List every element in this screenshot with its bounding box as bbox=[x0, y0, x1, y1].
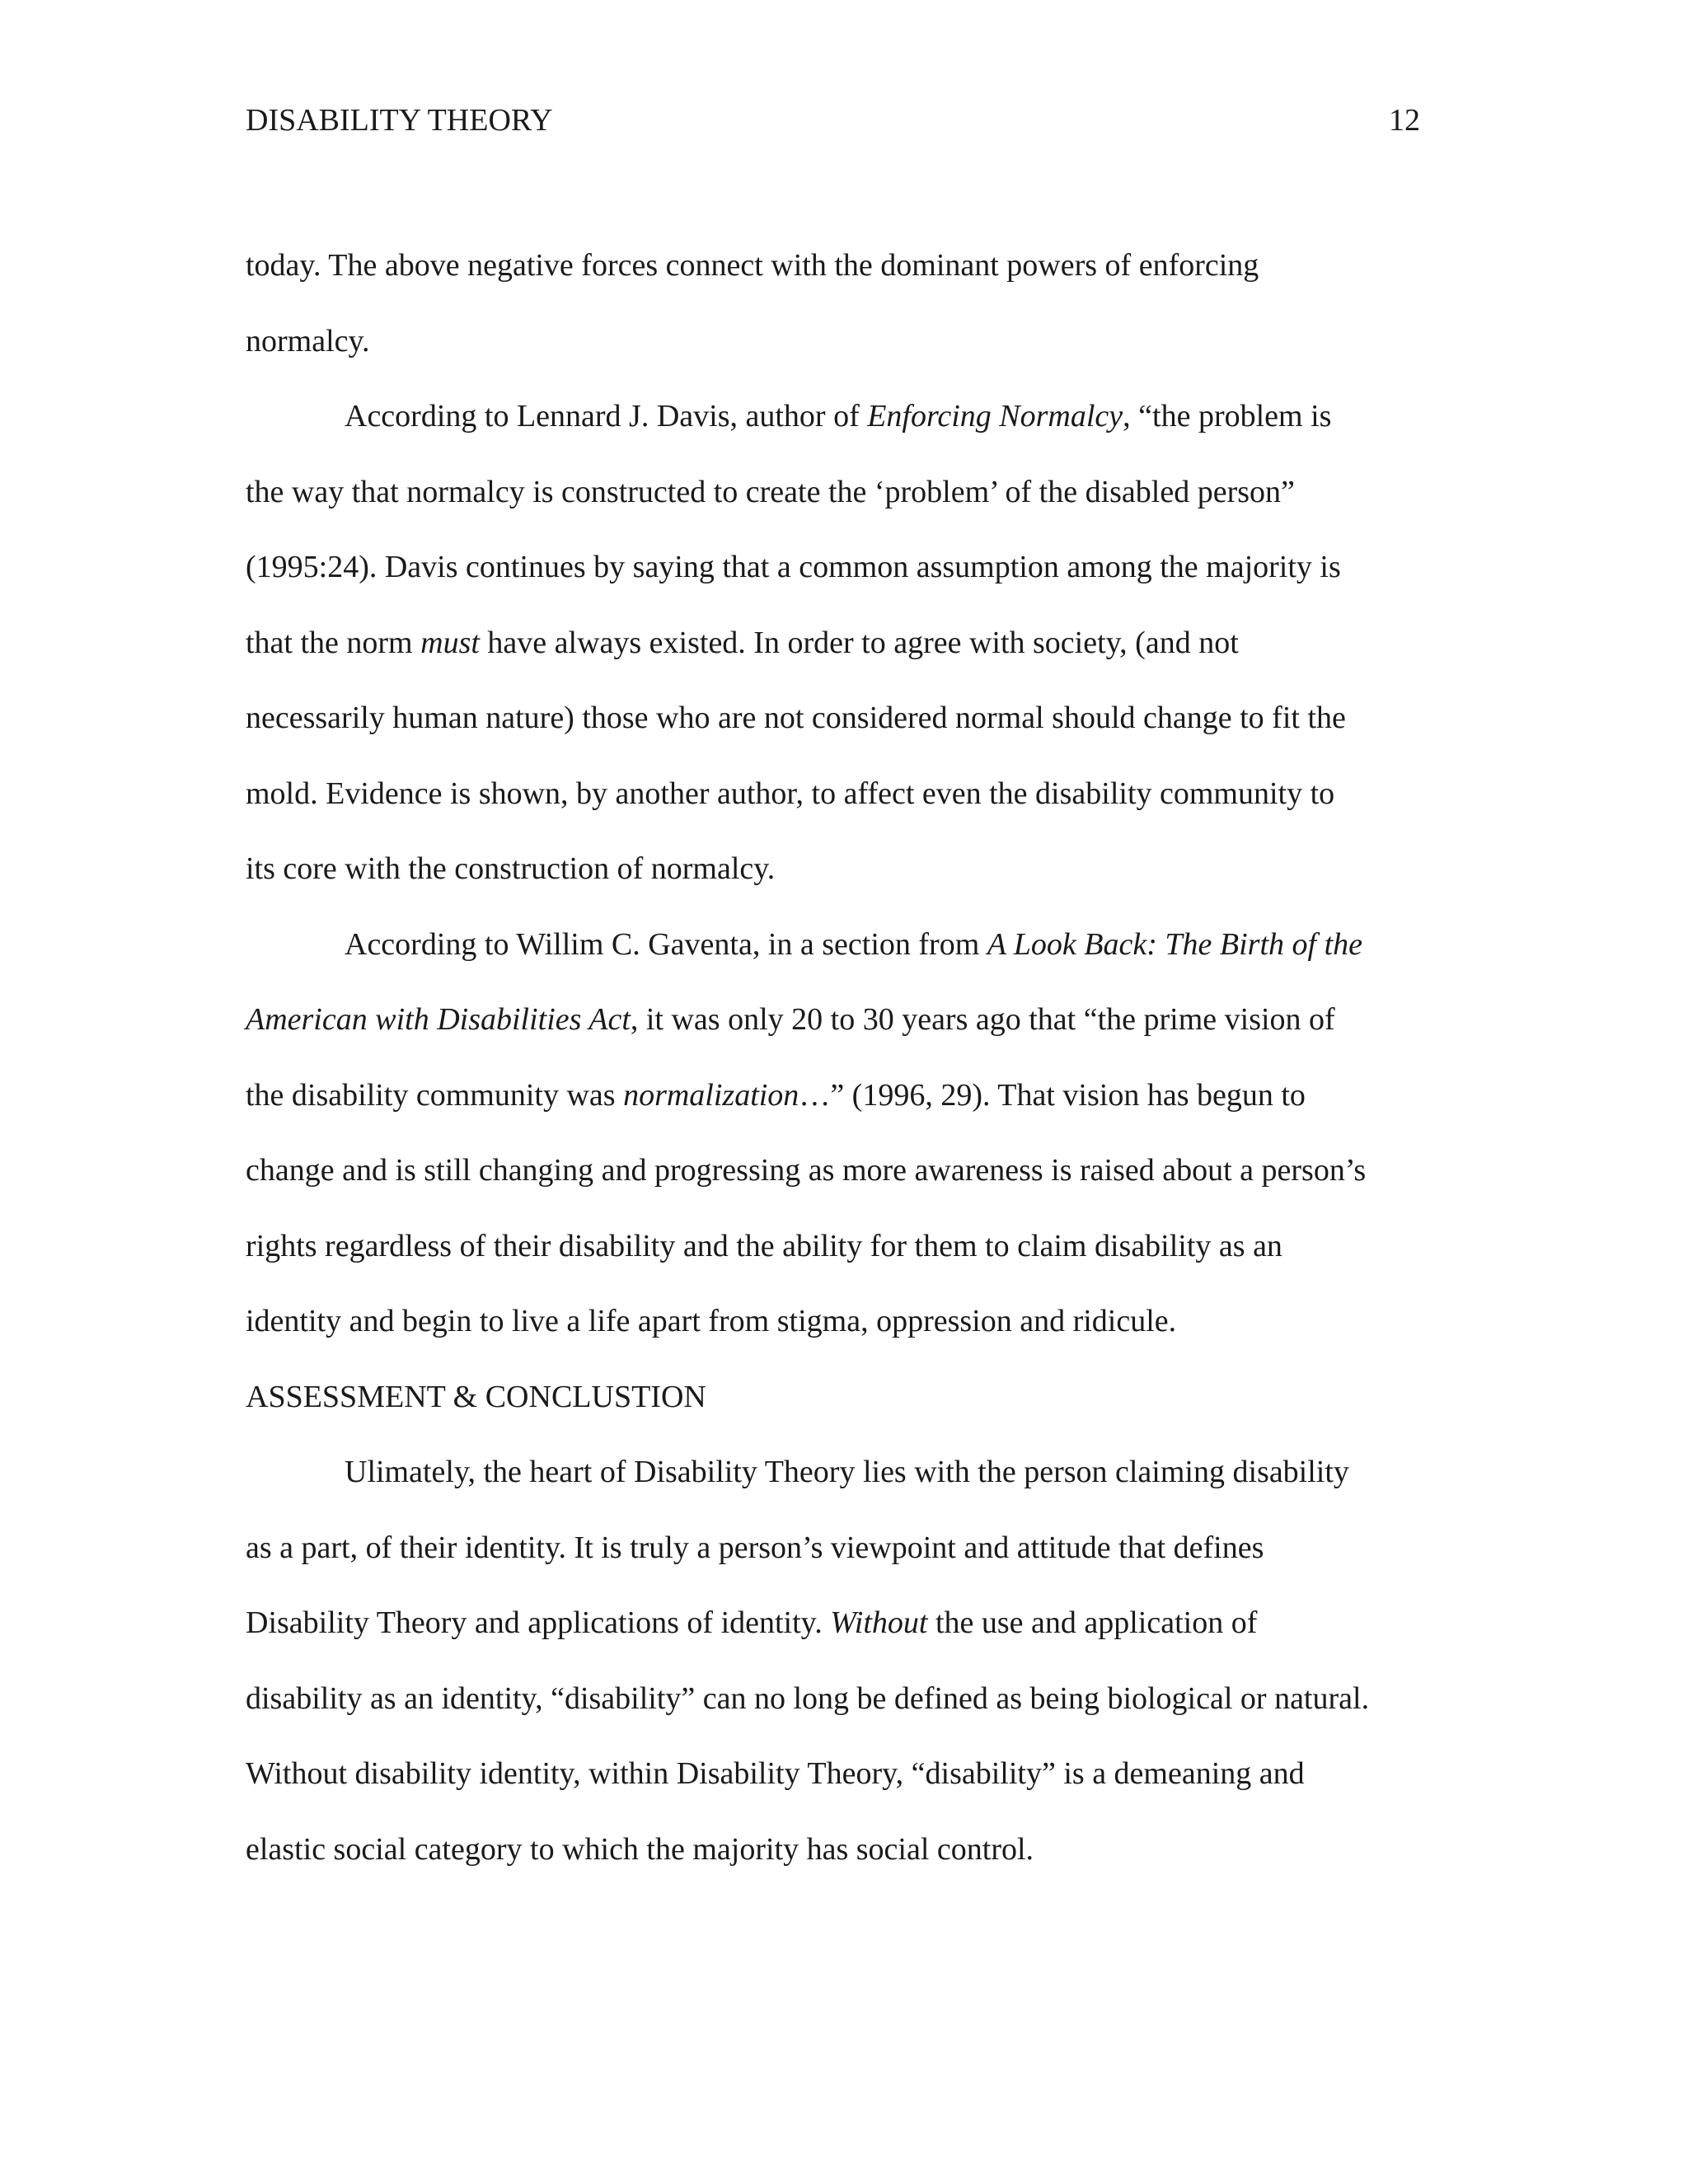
text-run: Ulimately, the heart of Disability Theory lies with the person claiming disability bbox=[345, 1455, 1349, 1489]
paragraph-line bbox=[246, 1750, 1424, 1826]
book-title: American with Disabilities Act bbox=[246, 1002, 631, 1037]
text-run: normalcy. bbox=[246, 323, 370, 359]
text-run: rights regardless of their disability and the ability for them to claim disability as an bbox=[246, 1228, 1282, 1263]
running-head bbox=[246, 97, 1420, 143]
paragraph-line bbox=[246, 996, 1424, 1072]
paragraph-line bbox=[246, 1826, 1424, 1902]
paragraph-line bbox=[246, 695, 1424, 771]
emphasis-text: Without bbox=[830, 1605, 928, 1640]
paragraph-line bbox=[246, 1223, 1424, 1299]
text-run: elastic social category to which the majority has social control. bbox=[246, 1831, 1034, 1867]
paragraph-line bbox=[246, 469, 1424, 545]
paragraph-first-line bbox=[246, 393, 1424, 469]
paragraph-line bbox=[246, 1072, 1424, 1148]
text-run: that the norm bbox=[246, 625, 421, 660]
section-heading bbox=[246, 1374, 1424, 1450]
text-run: According to Lennard J. Davis, author of bbox=[345, 399, 868, 434]
text-run: its core with the construction of normalcy. bbox=[246, 851, 776, 886]
page-number: 12 bbox=[1389, 103, 1420, 138]
paragraph-line bbox=[246, 318, 1424, 394]
text-run: …” (1996, 29). That vision has begun to bbox=[799, 1077, 1306, 1113]
text-run: the disability community was bbox=[246, 1077, 624, 1113]
paragraph-line bbox=[246, 242, 1424, 318]
paragraph-first-line bbox=[246, 1449, 1424, 1525]
paragraph-line bbox=[246, 1298, 1424, 1374]
body-text bbox=[246, 242, 1424, 1901]
text-run: change and is still changing and progressing as more awareness is raised about a person’s bbox=[246, 1153, 1367, 1188]
text-run: identity and begin to live a life apart from stigma, oppression and ridicule. bbox=[246, 1304, 1177, 1338]
text-run: today. The above negative forces connect with the dominant powers of enforcing bbox=[246, 248, 1259, 283]
text-run: the use and application of bbox=[927, 1605, 1258, 1640]
paragraph-line bbox=[246, 1600, 1424, 1675]
paragraph-line bbox=[246, 771, 1424, 846]
text-run: as a part, of their identity. It is truly a person’s viewpoint and attitude that defines bbox=[246, 1530, 1264, 1565]
book-title: A Look Back: The Birth of the bbox=[987, 926, 1362, 962]
emphasis-text: normalization bbox=[623, 1077, 799, 1113]
paragraph-line bbox=[246, 544, 1424, 620]
text-run: necessarily human nature) those who are not considered normal should change to fit the bbox=[246, 701, 1346, 735]
text-run: Disability Theory and applications of identity. bbox=[246, 1605, 831, 1640]
text-run: Without disability identity, within Disability Theory, “disability” is a demeaning and bbox=[246, 1756, 1305, 1791]
running-title: DISABILITY THEORY bbox=[246, 103, 553, 138]
paragraph-line bbox=[246, 1147, 1424, 1223]
text-run: , it was only 20 to 30 years ago that “the prime vision of bbox=[630, 1002, 1335, 1037]
text-run: disability as an identity, “disability” can no long be defined as being biological or natural. bbox=[246, 1680, 1370, 1716]
section-heading-text: ASSESSMENT & CONCLUSTION bbox=[246, 1379, 706, 1414]
paragraph-line bbox=[246, 1525, 1424, 1601]
emphasis-text: must bbox=[420, 625, 480, 660]
paragraph-line bbox=[246, 620, 1424, 696]
text-run: , “the problem is bbox=[1123, 399, 1332, 434]
text-run: According to Willim C. Gaventa, in a section from bbox=[345, 926, 987, 962]
text-run: have always existed. In order to agree with society, (and not bbox=[479, 625, 1239, 660]
text-run: the way that normalcy is constructed to create the ‘problem’ of the disabled person” bbox=[246, 474, 1295, 509]
text-run: (1995:24). Davis continues by saying that a common assumption among the majority is bbox=[246, 550, 1341, 584]
text-run: mold. Evidence is shown, by another author, to affect even the disability community to bbox=[246, 776, 1335, 811]
paragraph-line bbox=[246, 846, 1424, 921]
book-title: Enforcing Normalcy bbox=[867, 399, 1123, 434]
paragraph-first-line bbox=[246, 921, 1424, 997]
paragraph-line bbox=[246, 1675, 1424, 1751]
